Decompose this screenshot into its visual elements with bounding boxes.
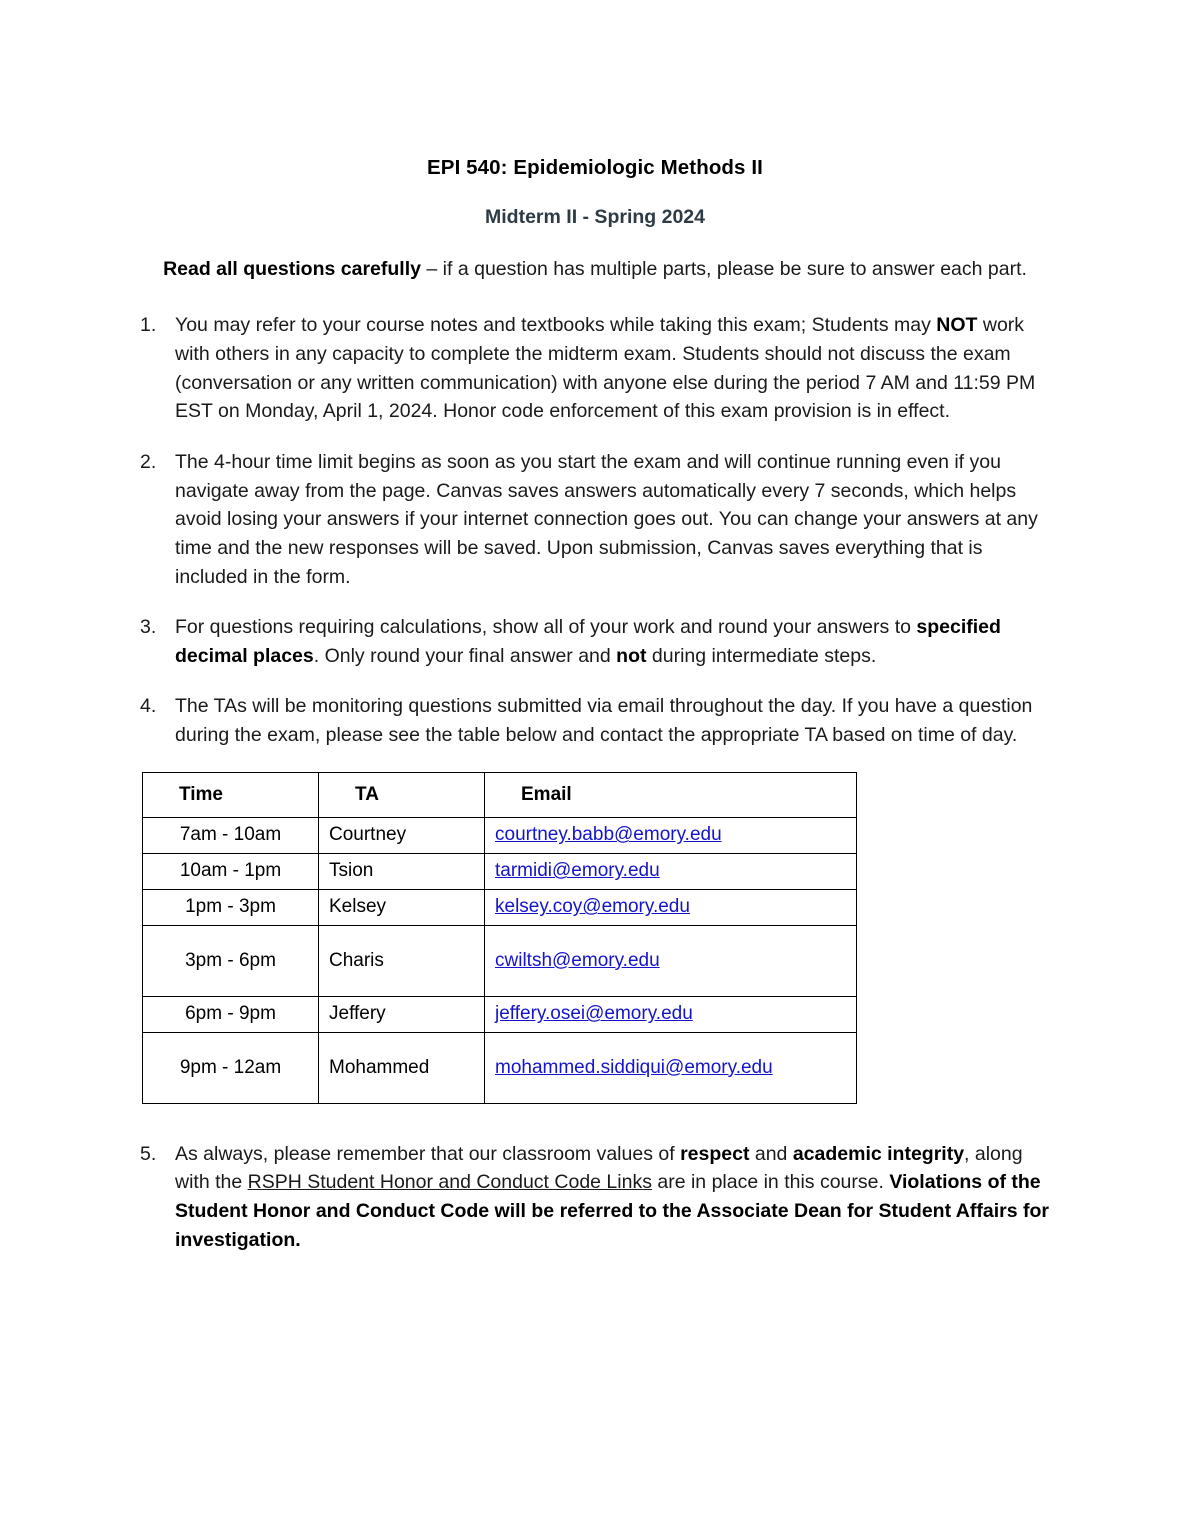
cell-time: 10am - 1pm (143, 853, 319, 889)
cell-time: 6pm - 9pm (143, 996, 319, 1032)
instruction-item-2 (0, 448, 1190, 591)
emphasis-bold: Violations of the Student Honor and Conduct Code will be referred to the Associate Dean for Student Affairs for investigation. (175, 1171, 1049, 1251)
email-link[interactable]: jeffery.osei@emory.edu (495, 1003, 693, 1025)
text-run: . Only round your final answer and (313, 644, 617, 667)
cell-time: 3pm - 6pm (143, 925, 319, 996)
table-row (143, 817, 857, 853)
page-title: EPI 540: Epidemiologic Methods II (427, 156, 763, 179)
cell-email (485, 817, 857, 853)
text-run: and (749, 1142, 793, 1165)
cell-ta-name: Courtney (319, 817, 485, 853)
text-run: For questions requiring calculations, show all of your work and round your answers to (175, 616, 917, 639)
instructions-list (0, 311, 1190, 750)
instruction-item-5 (0, 1140, 1190, 1255)
cell-time: 9pm - 12am (143, 1032, 319, 1103)
table-body (143, 817, 857, 1103)
instruction-item-1 (0, 311, 1190, 426)
email-link[interactable]: mohammed.siddiqui@emory.edu (495, 1056, 773, 1078)
text-run: work with others in any capacity to complete the midterm exam. Students should not discuss the exam (conversation or any written communication) with anyone else during the period 7 AM and 11:59 PM EST on Monday, April 1, 2024. Honor code enforcement of this exam provision is in effect. (175, 314, 1036, 423)
email-link[interactable]: kelsey.coy@emory.edu (495, 896, 690, 918)
cell-ta-name: Jeffery (319, 996, 485, 1032)
ta-contact-table-wrapper (0, 772, 1190, 1104)
emphasis-bold: specified decimal places (175, 616, 1001, 667)
text-run: during intermediate steps. (646, 644, 877, 667)
instruction-item-3 (0, 613, 1190, 670)
intro-rest: – if a question has multiple parts, please be sure to answer each part. (420, 258, 1027, 280)
instructions-list-continued (0, 1140, 1190, 1255)
cell-time: 7am - 10am (143, 817, 319, 853)
table-row (143, 889, 857, 925)
text-run: , along with the (175, 1142, 1023, 1194)
table-row (143, 996, 857, 1032)
emphasis-bold: academic integrity (792, 1142, 965, 1165)
cell-ta-name: Kelsey (319, 889, 485, 925)
honor-code-link-text[interactable]: RSPH Student Honor and Conduct Code Links (247, 1171, 652, 1194)
cell-ta-name: Charis (319, 925, 485, 996)
column-header-time: Time (143, 772, 319, 817)
column-header-ta: TA (319, 772, 485, 817)
text-run: The TAs will be monitoring questions submitted via email throughout the day. If you have a question during the exam, please see the table below and contact the appropriate TA based on time of day. (175, 695, 1033, 747)
table-row (143, 1032, 857, 1103)
table-row (143, 925, 857, 996)
instruction-item-4 (0, 692, 1190, 749)
table-header-row (143, 772, 857, 817)
page-subtitle: Midterm II - Spring 2024 (485, 205, 705, 228)
intro-bold-lead: Read all questions carefully (163, 258, 421, 280)
column-header-email: Email (485, 772, 857, 817)
cell-email (485, 889, 857, 925)
cell-ta-name: Mohammed (319, 1032, 485, 1103)
ta-contact-table (142, 772, 857, 1104)
intro-paragraph (0, 229, 1190, 283)
cell-email (485, 1032, 857, 1103)
table-row (143, 853, 857, 889)
cell-email (485, 853, 857, 889)
email-link[interactable]: courtney.babb@emory.edu (495, 824, 722, 846)
email-link[interactable]: tarmidi@emory.edu (495, 860, 660, 882)
emphasis-bold: respect (680, 1142, 750, 1165)
cell-email (485, 996, 857, 1032)
cell-time: 1pm - 3pm (143, 889, 319, 925)
text-run: The 4-hour time limit begins as soon as you start the exam and will continue running even if you navigate away from the page. Canvas saves answers automatically every 7 seconds, which helps avoid losing your answers if your internet connection goes out. You can change your answers at any time and the new responses will be saved. Upon submission, Canvas saves everything that is included in the form. (175, 450, 1038, 588)
cell-ta-name: Tsion (319, 853, 485, 889)
text-run: You may refer to your course notes and textbooks while taking this exam; Students may (175, 314, 937, 337)
emphasis-bold: NOT (936, 314, 978, 337)
text-run: As always, please remember that our classroom values of (175, 1142, 681, 1165)
emphasis-bold: not (616, 644, 647, 667)
cell-email (485, 925, 857, 996)
email-link[interactable]: cwiltsh@emory.edu (495, 949, 660, 971)
text-run: are in place in this course. (651, 1171, 890, 1194)
